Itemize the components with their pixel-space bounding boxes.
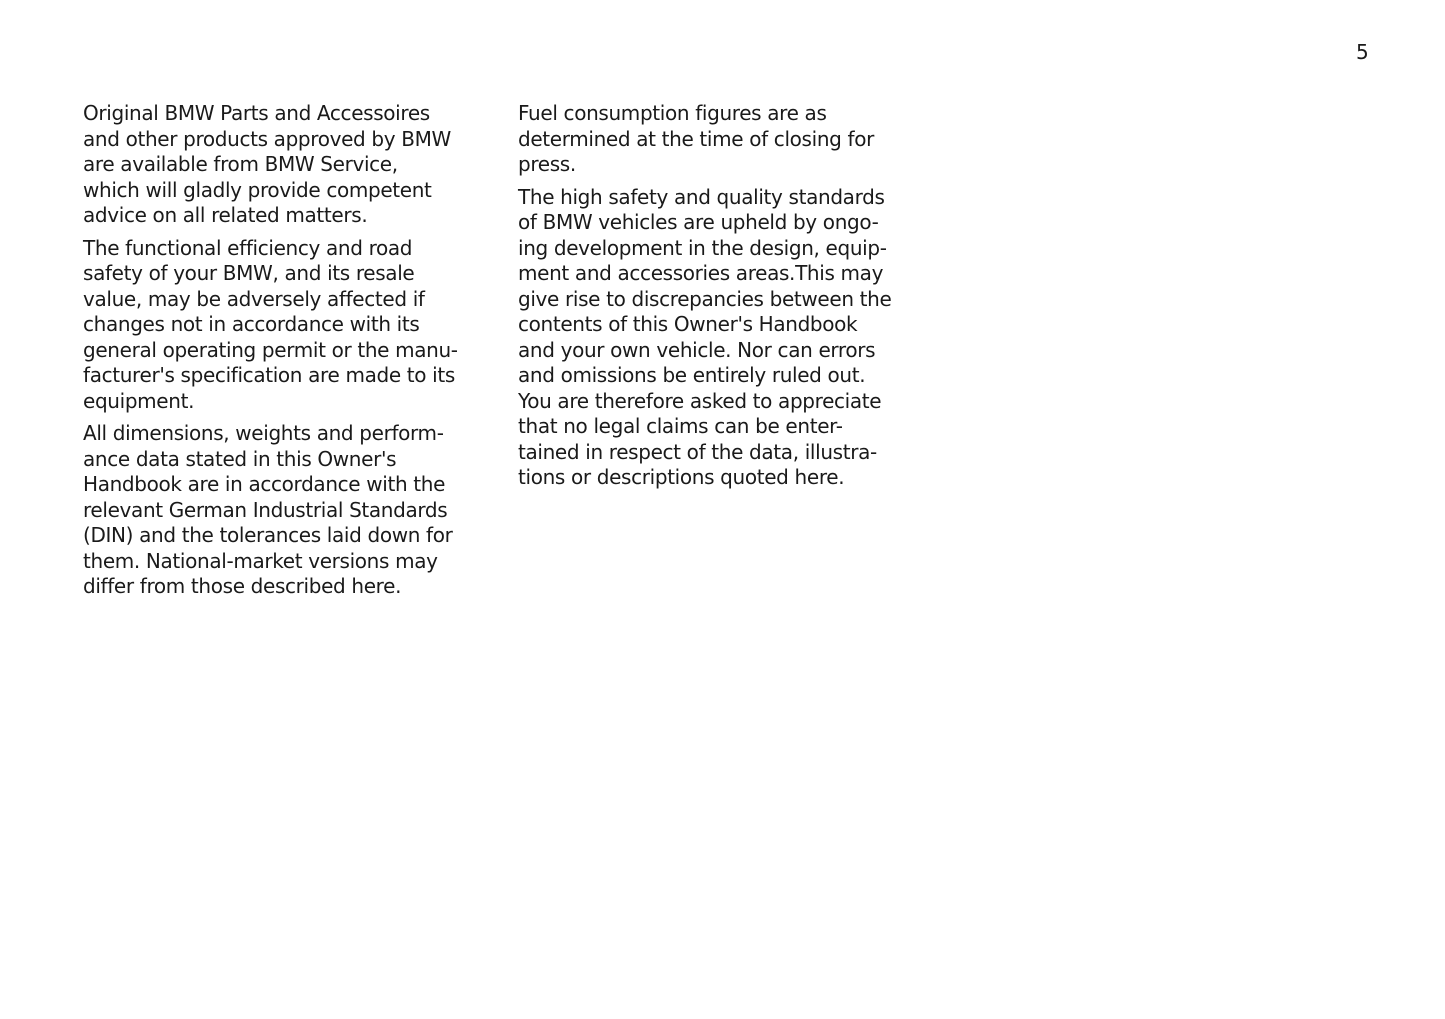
text-line: ing development in the design, equip- — [518, 235, 887, 260]
text-line: and other products approved by BMW — [83, 126, 451, 151]
paragraph-functional-efficiency — [83, 236, 483, 415]
text-line: Handbook are in accordance with the — [83, 472, 446, 496]
left-column — [83, 101, 483, 607]
text-line: are available from BMW Service, — [83, 152, 398, 176]
text-line: value, may be adversely affected if — [83, 286, 425, 311]
text-line: and omissions be entirely ruled out. — [518, 363, 866, 387]
page-number: 5 — [1356, 40, 1369, 64]
paragraph-dimensions-weights — [83, 421, 483, 600]
text-line: them. National-market versions may — [83, 548, 438, 573]
paragraph-parts-accessories — [83, 101, 483, 229]
text-line: determined at the time of closing for — [518, 126, 874, 151]
text-line: Fuel consumption figures are as — [518, 101, 827, 125]
text-line: tained in respect of the data, illustra- — [518, 439, 877, 464]
text-line: Original BMW Parts and Accessoires — [83, 101, 430, 125]
text-line: of BMW vehicles are upheld by ongo- — [518, 210, 879, 234]
text-line: relevant German Industrial Standards — [83, 497, 448, 522]
text-line: give rise to discrepancies between the — [518, 286, 892, 311]
text-line: that no legal claims can be enter- — [518, 414, 843, 438]
text-line: ance data stated in this Owner's — [83, 446, 397, 471]
text-line: ment and accessories areas.This may — [518, 261, 884, 285]
text-line: contents of this Owner's Handbook — [518, 312, 858, 336]
text-line: differ from those described here. — [83, 574, 402, 598]
text-line: facturer's specification are made to its — [83, 363, 455, 387]
text-line: changes not in accordance with its — [83, 312, 420, 336]
right-column — [518, 101, 918, 498]
text-line: which will gladly provide competent — [83, 177, 432, 202]
text-line: advice on all related matters. — [83, 203, 368, 227]
text-line: general operating permit or the manu- — [83, 337, 458, 362]
paragraph-safety-quality — [518, 185, 918, 491]
text-line: equipment. — [83, 388, 195, 413]
text-line: tions or descriptions quoted here. — [518, 465, 845, 489]
text-line: safety of your BMW, and its resale — [83, 261, 415, 285]
text-line: press. — [518, 152, 576, 176]
text-line: All dimensions, weights and perform- — [83, 421, 444, 445]
text-line: The functional efficiency and road — [83, 235, 413, 260]
paragraph-fuel-consumption — [518, 101, 918, 178]
text-line: The high safety and quality standards — [518, 184, 885, 209]
text-line: (DIN) and the tolerances laid down for — [83, 523, 453, 547]
text-line: and your own vehicle. Nor can errors — [518, 337, 876, 362]
text-line: You are therefore asked to appreciate — [518, 388, 882, 413]
